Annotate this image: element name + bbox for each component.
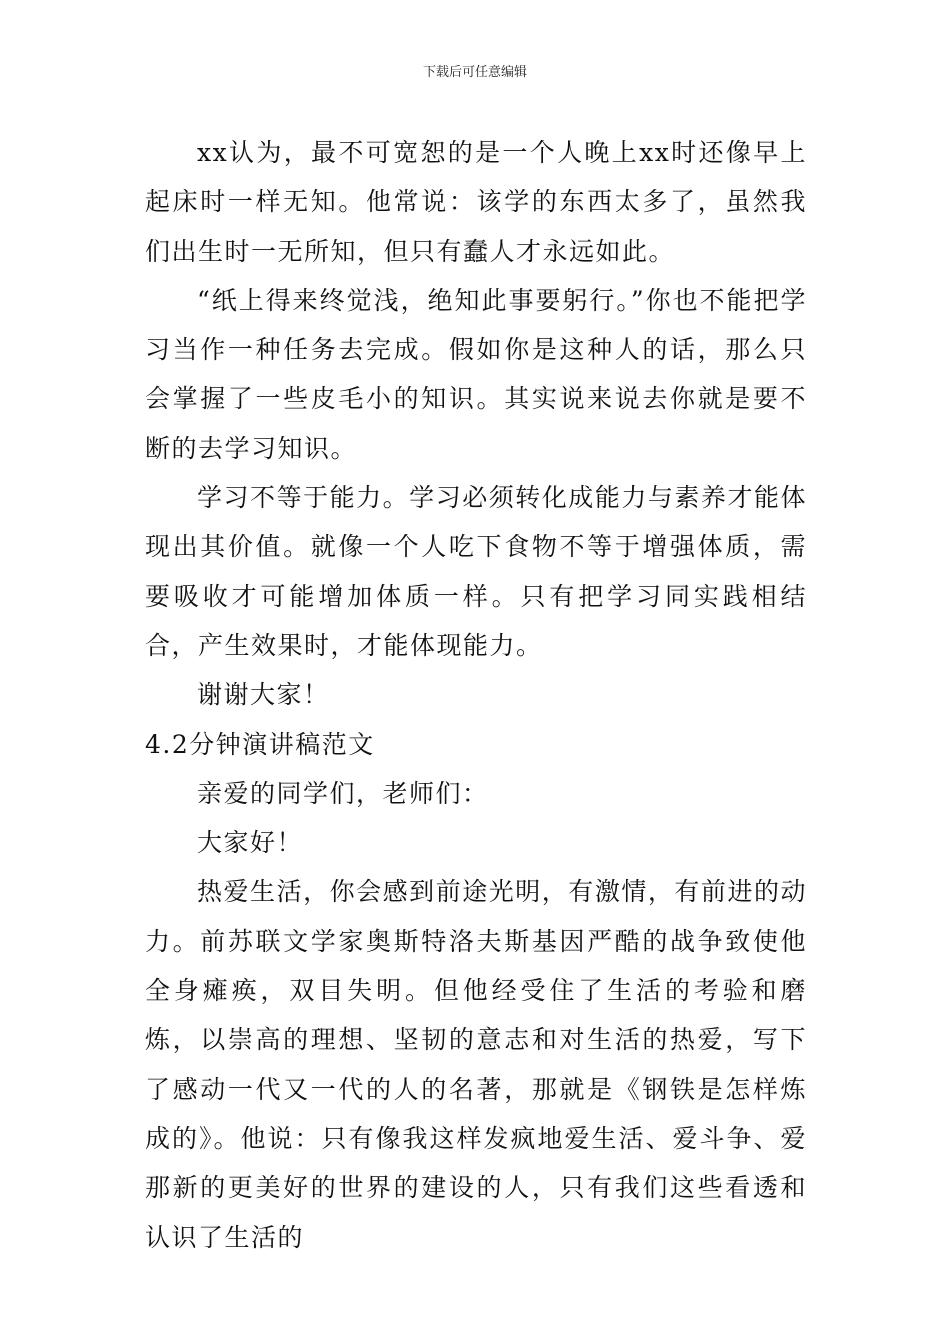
speech-salutation: 亲爱的同学们，老师们： (197, 778, 489, 808)
document-body (145, 128, 807, 1262)
speech-greeting: 大家好！ (197, 828, 304, 858)
section-heading: 4.2分钟演讲稿范文 (145, 729, 375, 759)
paragraph-learning-ignorance: xx认为，最不可宽恕的是一个人晚上xx时还像早上起床时一样无知。他常说：该学的东西太多了，虽然我们出生时一无所知，但只有蠢人才永远如此。 (145, 138, 807, 266)
paragraph-practice-quote: “纸上得来终觉浅，绝知此事要躬行。”你也不能把学习当作一种任务去完成。假如你是这种人的话，那么只会掌握了一些皮毛小的知识。其实说来说去你就是要不断的去学习知识。 (145, 285, 807, 463)
speech-body-paragraph: 热爱生活，你会感到前途光明，有激情，有前进的动力。前苏联文学家奥斯特洛夫斯基因严酷的战争致使他全身瘫痪，双目失明。但他经受住了生活的考验和磨炼，以崇高的理想、坚韧的意志和对生活的热爱，写下了感动一代又一代的人的名著，那就是《钢铁是怎样炼成的》。他说：只有像我这样发疯地爱生活、爱斗争、爱那新的更美好的世界的建设的人，只有我们这些看透和认识了生活的 (145, 877, 807, 1252)
paragraph-thanks: 谢谢大家！ (197, 680, 330, 710)
paragraph-learning-ability: 学习不等于能力。学习必须转化成能力与素养才能体现出其价值。就像一个人吃下食物不等于增强体质，需要吸收才可能增加体质一样。只有把学习同实践相结合，产生效果时，才能体现能力。 (145, 483, 807, 660)
page-header: 下载后可任意编辑 (422, 65, 527, 80)
